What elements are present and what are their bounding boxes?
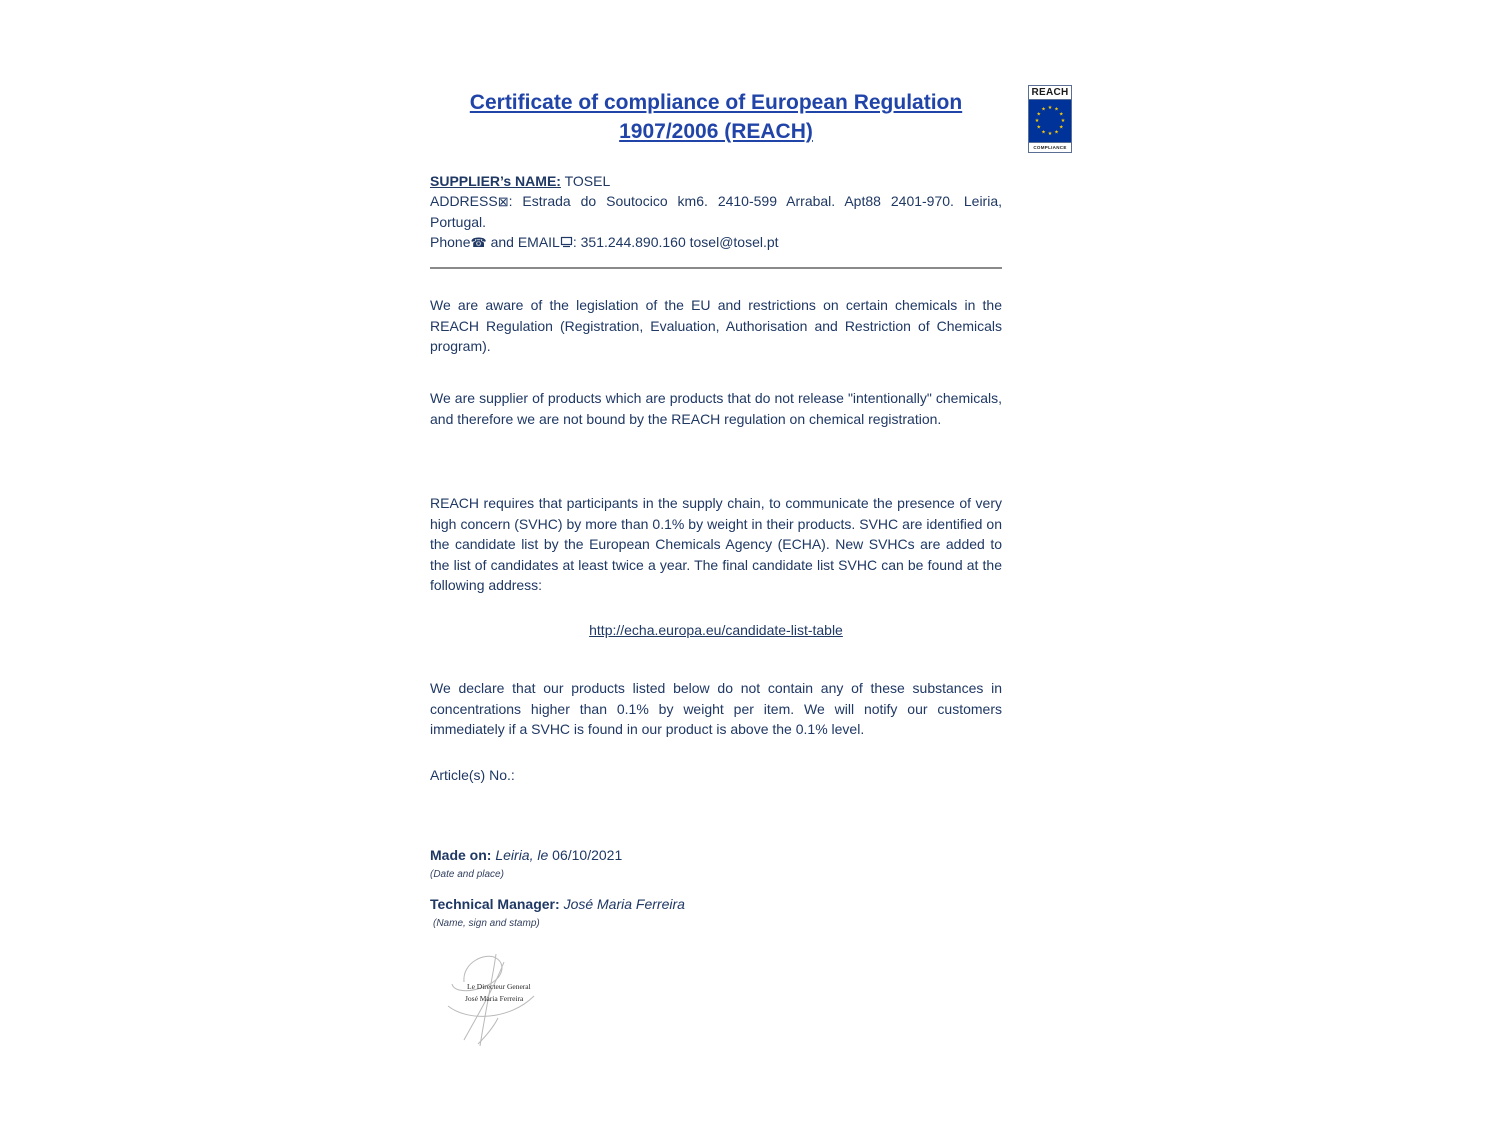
paragraph-awareness: We are aware of the legislation of the EU and restrictions on certain chemicals in the REACH Regulation (Registration, Evaluation, Authorisation and Restriction of Chemicals program). xyxy=(430,297,1002,354)
horizontal-divider xyxy=(430,267,1002,269)
svg-text:★: ★ xyxy=(1054,129,1059,136)
svg-text:★: ★ xyxy=(1036,124,1041,131)
paragraph-supplier-statement: We are supplier of products which are products that do not release "intentionally" chemicals, and therefore we are not bound by the REACH regulation on chemical registration. xyxy=(430,390,1002,427)
paragraph-reach-requirements: REACH requires that participants in the supply chain, to communicate the presence of very high concern (SVHC) by more than 0.1% by weight in their products. SVHC are identified on the candidate list by the European Chemicals Agency (ECHA). New SVHCs are added to the list of candidates at least twice a year. The final candidate list SVHC can be found at the following address: xyxy=(430,495,1002,593)
eu-stars-icon xyxy=(1030,101,1070,141)
title-line-2: 1907/2006 (REACH) xyxy=(619,120,813,143)
envelope-icon: ⊠ xyxy=(497,194,509,209)
eu-flag-icon xyxy=(1029,100,1071,142)
made-on-block xyxy=(430,846,1002,884)
svg-text:★: ★ xyxy=(1059,124,1064,131)
made-on-line xyxy=(430,846,1002,865)
signature-area xyxy=(434,948,564,1053)
address-value: : Estrada do Soutocico km6. 2410-599 Arrabal. Apt88 2401-970. Leiria, Portugal. xyxy=(430,193,1002,230)
contact-value: : 351.244.890.160 tosel@tosel.pt xyxy=(572,234,779,250)
candidate-list-link-line xyxy=(430,622,1002,638)
svg-text:★: ★ xyxy=(1047,105,1053,111)
technical-manager-block xyxy=(430,895,1002,933)
supplier-name-label: SUPPLIER’s NAME: xyxy=(430,173,561,189)
stamp-text-line1: Le Directeur General xyxy=(467,982,531,991)
supplier-contact-line xyxy=(430,232,1002,253)
svg-text:★: ★ xyxy=(1059,111,1064,118)
svg-text:★: ★ xyxy=(1036,111,1041,118)
supplier-info xyxy=(430,171,1002,253)
stamp-text-line2: José Maria Ferreira xyxy=(465,994,524,1003)
svg-text:★: ★ xyxy=(1034,118,1040,124)
svg-text:★: ★ xyxy=(1054,106,1059,113)
computer-icon xyxy=(560,236,573,248)
supplier-name-value: TOSEL xyxy=(564,173,611,189)
signature-scribble-icon xyxy=(434,948,564,1053)
reach-logo-title: REACH xyxy=(1029,86,1071,100)
supplier-address-line xyxy=(430,191,1002,232)
made-on-date: 06/10/2021 xyxy=(552,847,623,863)
svg-text:★: ★ xyxy=(1041,129,1046,136)
title-line-1: Certificate of compliance of European Regulation xyxy=(469,91,963,114)
technical-manager-line xyxy=(430,895,1002,914)
made-on-place: Leiria, le xyxy=(495,847,549,863)
reach-logo-compliance-label: COMPLIANCE xyxy=(1029,142,1071,152)
paragraph-declaration: We declare that our products listed below do not contain any of these substances in concentrations higher than 0.1% by weight per item. We will notify our customers immediately if a SVHC is found in our product is above the 0.1% level. xyxy=(430,680,1002,737)
phone-icon: ☎ xyxy=(470,235,487,250)
candidate-list-link[interactable]: http://echa.europa.eu/candidate-list-table xyxy=(589,622,843,638)
made-on-label: Made on: xyxy=(430,847,492,863)
technical-manager-name: José Maria Ferreira xyxy=(563,896,685,912)
svg-text:★: ★ xyxy=(1047,131,1053,137)
svg-text:★: ★ xyxy=(1060,118,1066,124)
articles-number-label: Article(s) No.: xyxy=(430,767,515,783)
address-label: ADDRESS xyxy=(430,193,498,209)
phone-label: Phone xyxy=(430,234,471,250)
supplier-name-line xyxy=(430,171,1002,191)
made-on-caption: (Date and place) xyxy=(430,869,504,880)
technical-manager-caption: (Name, sign and stamp) xyxy=(433,918,540,929)
technical-manager-label: Technical Manager: xyxy=(430,896,560,912)
page-title xyxy=(430,88,1002,146)
reach-compliance-logo xyxy=(1028,85,1072,153)
email-label: and EMAIL xyxy=(486,234,560,250)
svg-text:★: ★ xyxy=(1041,106,1046,113)
